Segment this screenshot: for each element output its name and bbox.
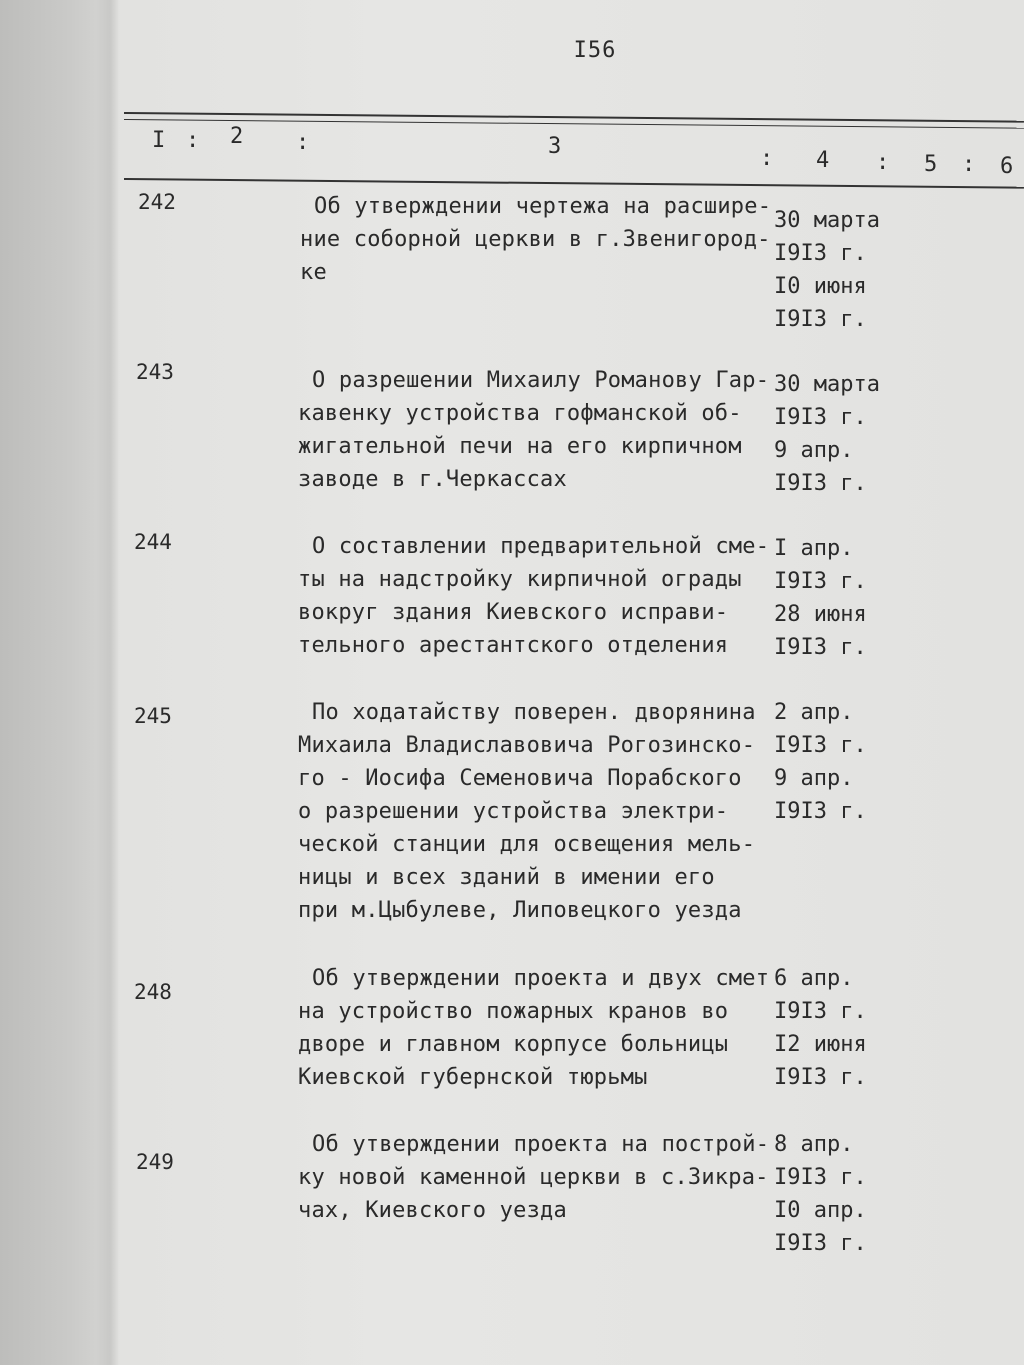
header-sep: :	[186, 128, 200, 153]
header-rule-bottom	[124, 178, 1024, 189]
entry-number: 248	[134, 980, 172, 1004]
entry-dates: 30 марта I9I3 г. 9 апр. I9I3 г.	[774, 372, 880, 496]
header-sep: :	[962, 152, 976, 177]
page-number: I56	[573, 38, 617, 63]
header-sep: :	[296, 130, 310, 155]
entry-dates: 6 апр. I9I3 г. I2 июня I9I3 г.	[774, 966, 867, 1090]
entry-description: Об утверждении чертежа на расшире- ние соборной церкви в г.Звенигород- ке	[300, 194, 772, 285]
entry-description: Об утверждении проекта на построй- ку новой каменной церкви в с.Зикра- чах, Киевского уезда	[298, 1132, 770, 1223]
header-col-5: 5	[924, 152, 938, 177]
spine-shadow	[96, 0, 120, 1365]
header-col-3: 3	[548, 134, 562, 159]
header-col-4: 4	[816, 148, 830, 173]
entry-description: По ходатайству поверен. дворянина Михаила Владиславовича Рогозинско- го - Иосифа Семеновича Порабского о разрешении устройства электри- ческой станции для освещения мель- ницы и всех зданий в имении его при м.Цыбулеве, Липовецкого уезда	[298, 700, 756, 923]
entry-dates: 30 марта I9I3 г. I0 июня I9I3 г.	[774, 208, 880, 332]
entry-number: 243	[136, 360, 174, 384]
header-col-2: 2	[230, 124, 244, 149]
entry-number: 242	[138, 190, 176, 214]
entry-description: О разрешении Михаилу Романову Гар- кавенку устройства гофманской об- жигательной печи на его кирпичном заводе в г.Черкассах	[298, 368, 770, 492]
entry-dates: 2 апр. I9I3 г. 9 апр. I9I3 г.	[774, 700, 867, 824]
entry-dates: 8 апр. I9I3 г. I0 апр. I9I3 г.	[774, 1132, 867, 1256]
entry-description: Об утверждении проекта и двух смет на устройство пожарных кранов во дворе и главном корпусе больницы Киевской губернской тюрьмы	[298, 966, 770, 1090]
entry-number: 249	[136, 1150, 174, 1174]
entry-description: О составлении предварительной сме- ты на надстройку кирпичной ограды вокруг здания Киевского исправи- тельного арестантского отделения	[298, 534, 770, 658]
header-sep: :	[760, 146, 774, 171]
header-col-1: I	[152, 128, 166, 153]
entry-number: 245	[134, 704, 172, 728]
entry-dates: I апр. I9I3 г. 28 июня I9I3 г.	[774, 536, 867, 660]
header-sep: :	[876, 150, 890, 175]
entry-number: 244	[134, 530, 172, 554]
header-col-6: 6	[1000, 154, 1014, 179]
